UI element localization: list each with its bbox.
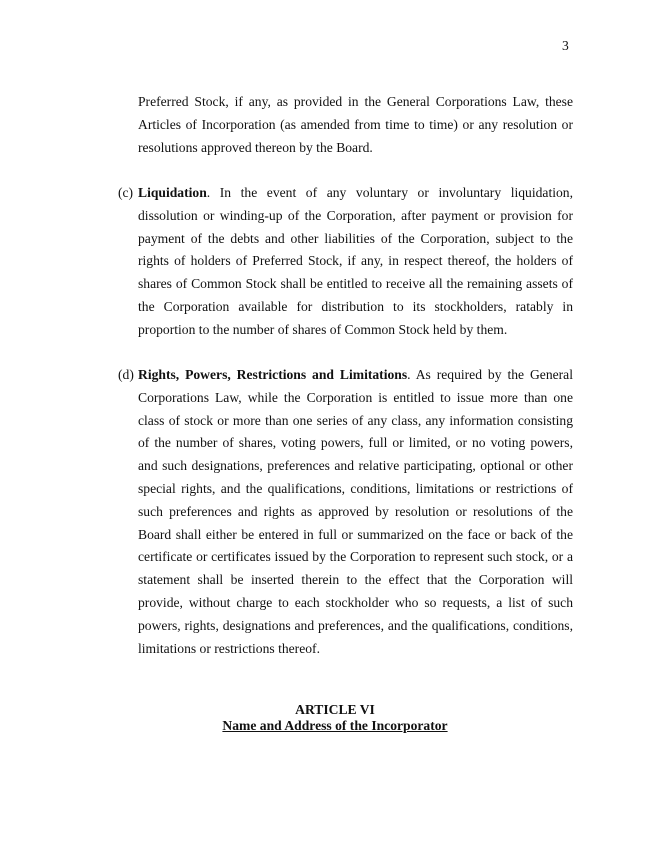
text-line: provide, without charge to each stockholder who so requests, a list of such xyxy=(138,594,573,610)
text-line: statement shall be inserted therein to the effect that the Corporation will xyxy=(138,572,573,588)
section-d-rights-powers xyxy=(118,364,573,660)
text-line: Articles of Incorporation (as amended from time to time) or any resolution or xyxy=(138,116,573,132)
text-line xyxy=(138,182,573,205)
text-line: the Corporation available for distribution to its stockholders, ratably in xyxy=(138,298,573,314)
text-line: Preferred Stock, if any, as provided in the General Corporations Law, these xyxy=(138,94,573,109)
text-line: proportion to the number of shares of Common Stock held by them. xyxy=(138,321,508,337)
text-line: such preferences and rights as approved by resolution or resolutions of the xyxy=(138,503,573,519)
text-line: Board shall either be entered in full or summarized on the face or back of the xyxy=(138,526,573,542)
text-line: powers, rights, designations and preferences, and the qualifications, conditions, xyxy=(138,617,573,633)
article-number: ARTICLE VI xyxy=(295,702,375,717)
text-run: . In the event of any voluntary or involuntary liquidation, xyxy=(206,185,573,200)
text-line: Corporations Law, while the Corporation is entitled to issue more than one xyxy=(138,389,573,405)
section-label: (c) xyxy=(118,185,134,200)
text-line: of the number of shares, voting powers, full or limited, or no voting powers, xyxy=(138,435,573,451)
text-line: certificate or certificates issued by the Corporation to represent such stock, or a xyxy=(138,549,573,565)
text-line: dissolution or winding-up of the Corporation, after payment or provision for xyxy=(138,207,573,223)
text-line: resolutions approved thereon by the Board. xyxy=(138,139,373,155)
text-line xyxy=(138,364,573,387)
section-label: (d) xyxy=(118,367,134,382)
page-number: 3 xyxy=(562,38,569,53)
section-heading: Liquidation xyxy=(138,185,207,200)
article-heading xyxy=(0,718,670,734)
text-line: and such designations, preferences and relative participating, optional or other xyxy=(138,458,573,474)
text-line: rights of holders of Preferred Stock, if any, in respect thereof, the holders of xyxy=(138,253,573,269)
text-line: class of stock or more than one series of any class, any information consisting xyxy=(138,412,573,428)
intro-paragraph xyxy=(138,91,573,159)
text-run: . As required by the General xyxy=(407,367,573,382)
article-title: Name and Address of the Incorporator xyxy=(222,718,448,733)
text-line: shares of Common Stock shall be entitled to receive all the remaining assets of xyxy=(138,276,573,292)
text-line: payment of the debts and other liabilities of the Corporation, subject to the xyxy=(138,230,573,246)
text-line: special rights, and the qualifications, conditions, limitations or restrictions of xyxy=(138,480,573,496)
section-heading: Rights, Powers, Restrictions and Limitations xyxy=(138,367,408,382)
text-line: limitations or restrictions thereof. xyxy=(138,640,320,656)
section-c-liquidation xyxy=(118,182,573,342)
